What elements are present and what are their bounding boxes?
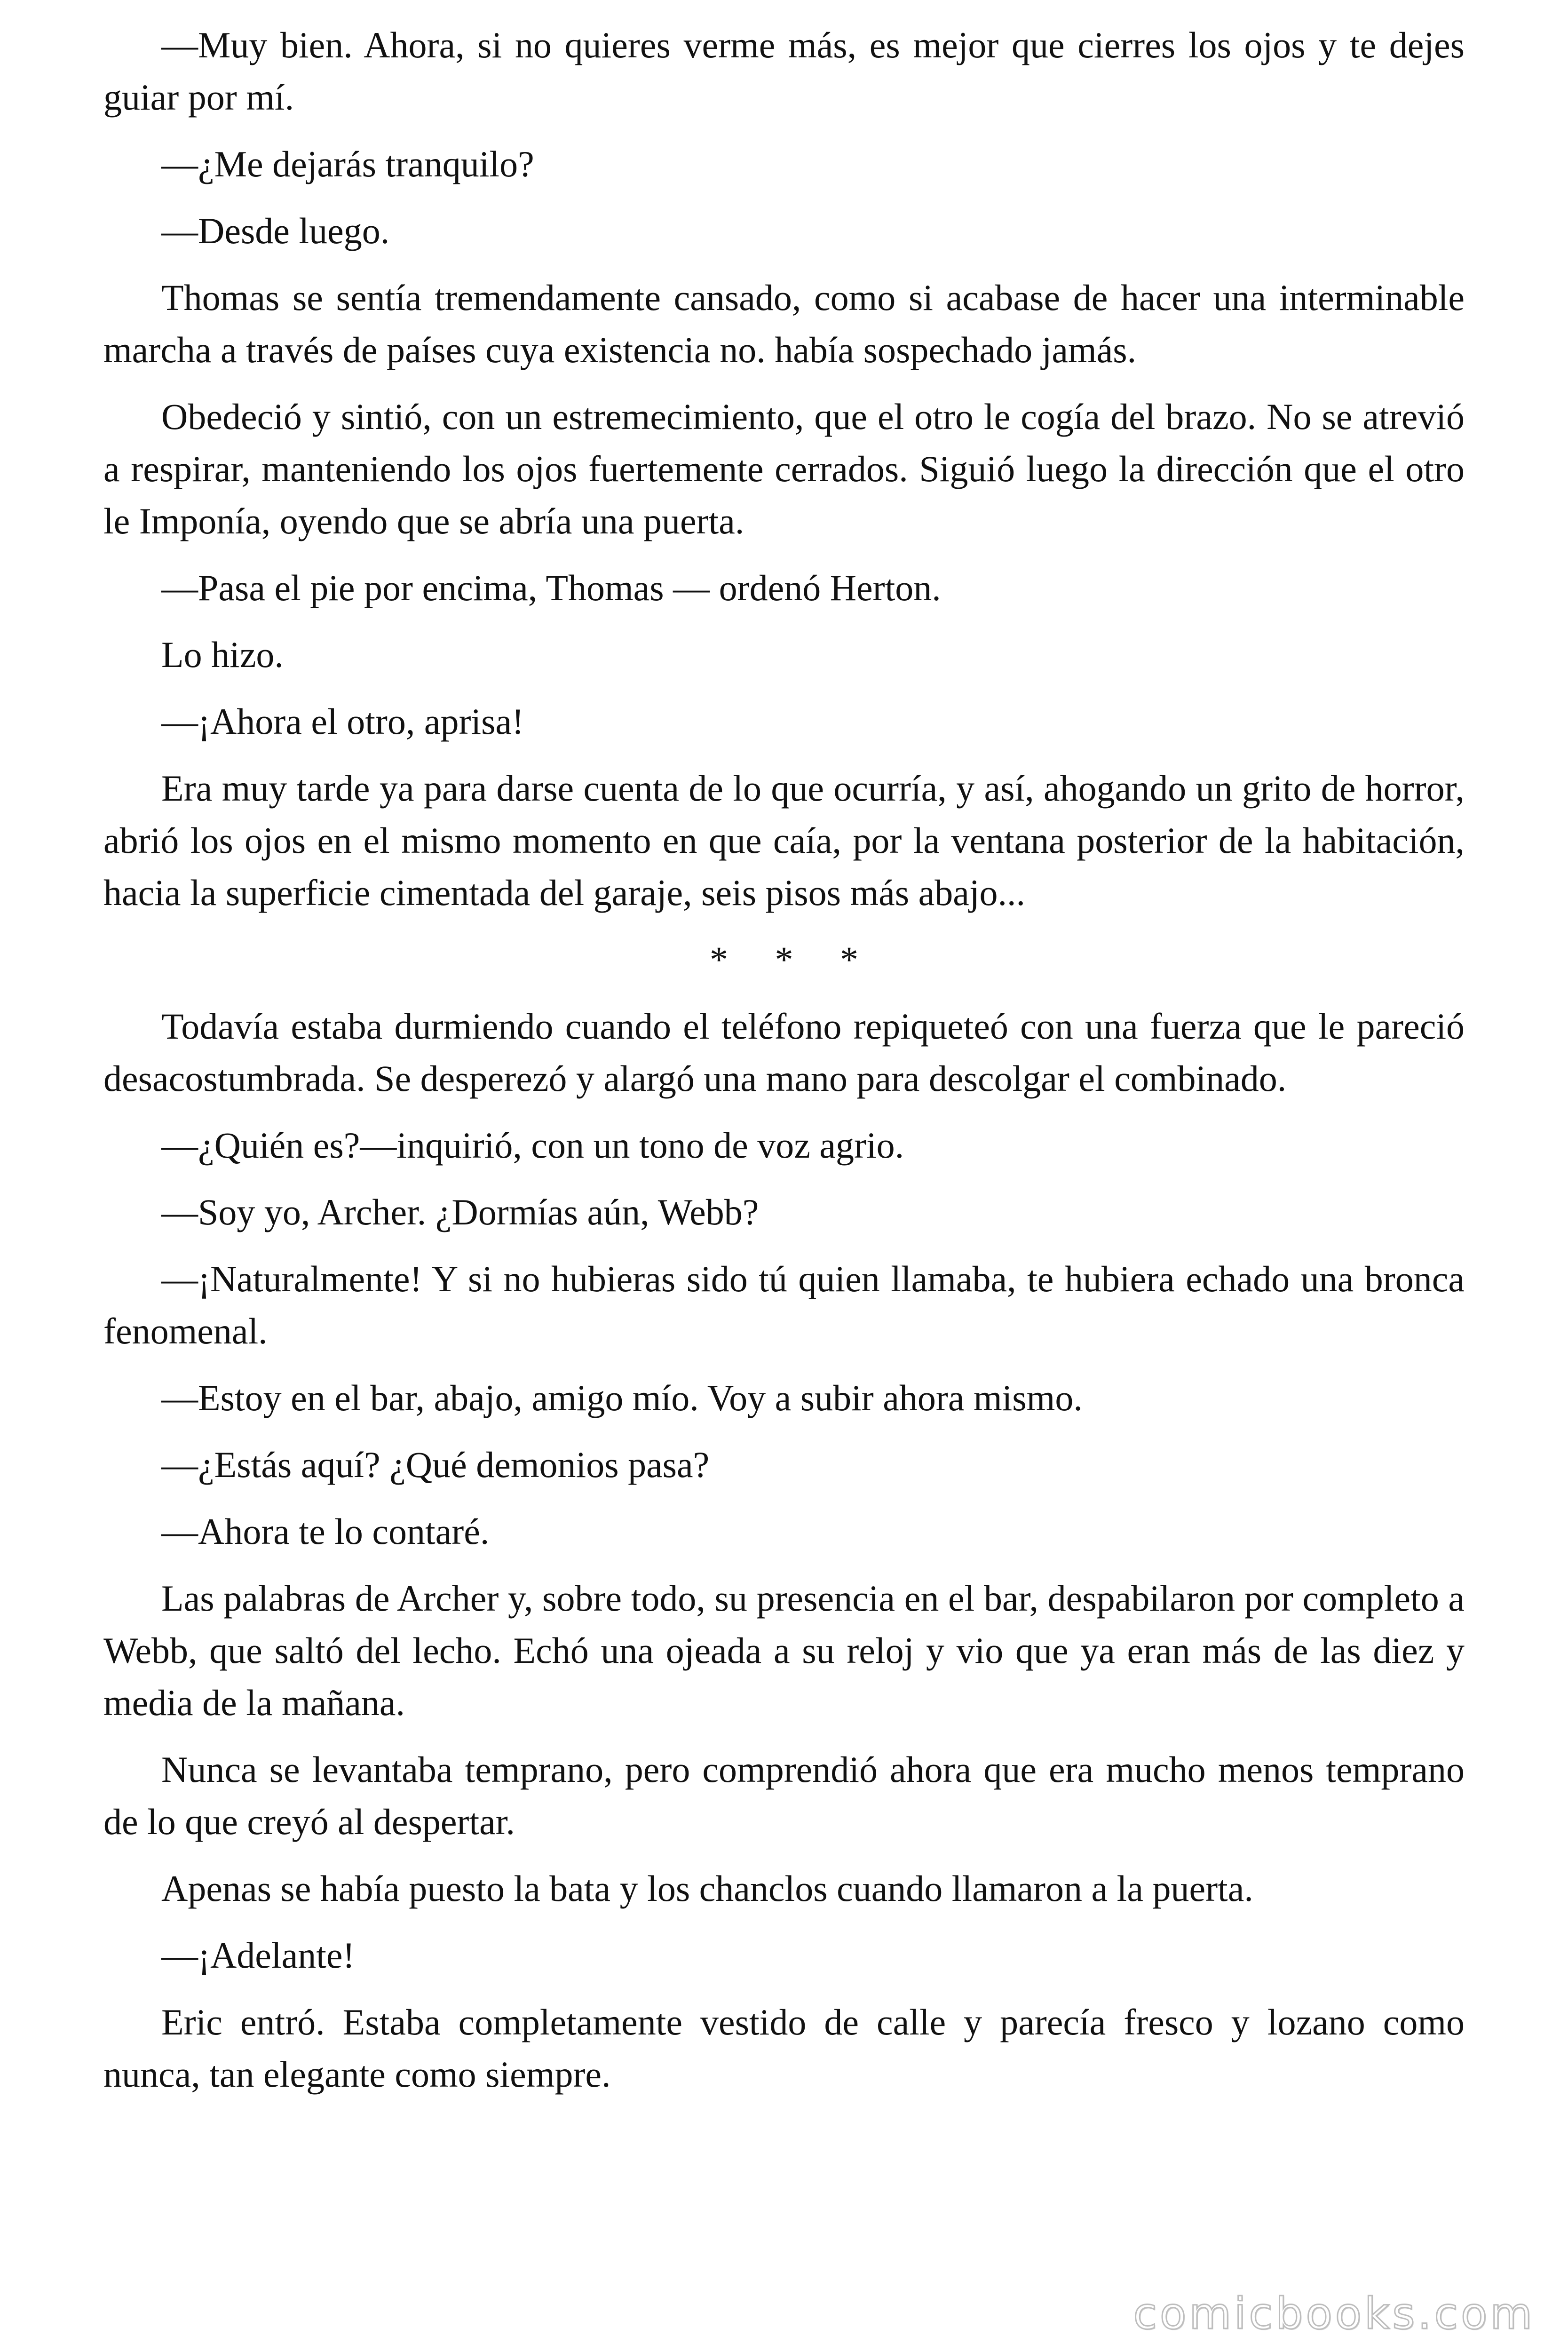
scene-break: * * *: [710, 939, 858, 980]
paragraph: —Estoy en el bar, abajo, amigo mío. Voy a subir ahora mismo.: [161, 1377, 1083, 1418]
paragraph: —¡Ahora el otro, aprisa!: [161, 701, 524, 742]
paragraph: —¿Quién es?—inquirió, con un tono de voz agrio.: [161, 1125, 904, 1166]
paragraph: —¡Adelante!: [161, 1935, 355, 1976]
paragraph: Eric entró. Estaba completamente vestido de calle y parecía fresco y lozano como nunca, tan elegante como siempre.: [103, 2002, 1465, 2095]
paragraph: —Ahora te lo contaré.: [161, 1511, 490, 1552]
paragraph: Apenas se había puesto la bata y los chanclos cuando llamaron a la puerta.: [161, 1868, 1253, 1909]
paragraph: Era muy tarde ya para darse cuenta de lo que ocurría, y así, ahogando un grito de horror, abrió los ojos en el mismo momento en que caía, por la ventana posterior de la habitación, hacia la superficie cimentada del garaje, seis pisos más abajo...: [103, 768, 1465, 913]
paragraph: Las palabras de Archer y, sobre todo, su presencia en el bar, despabilaron por completo a Webb, que saltó del lecho. Echó una ojeada a su reloj y vio que ya eran más de las diez y media de la mañana.: [103, 1578, 1465, 1723]
paragraph: —Muy bien. Ahora, si no quieres verme más, es mejor que cierres los ojos y te dejes guiar por mí.: [103, 24, 1465, 118]
paragraph: Obedeció y sintió, con un estremecimiento, que el otro le cogía del brazo. No se atrevió a respirar, manteniendo los ojos fuertemente cerrados. Siguió luego la dirección que el otro le Imponía, oyendo que se abría una puerta.: [103, 396, 1465, 541]
paragraph: —¿Estás aquí? ¿Qué demonios pasa?: [161, 1444, 710, 1485]
paragraph: —Soy yo, Archer. ¿Dormías aún, Webb?: [161, 1192, 759, 1232]
paragraph: —Pasa el pie por encima, Thomas — ordenó Herton.: [161, 567, 941, 608]
paragraph: Nunca se levantaba temprano, pero comprendió ahora que era mucho menos temprano de lo que creyó al despertar.: [103, 1749, 1465, 1842]
paragraph: Lo hizo.: [161, 634, 284, 675]
paragraph: —Desde luego.: [161, 210, 390, 251]
book-page-text: [103, 19, 1465, 2115]
paragraph: —¿Me dejarás tranquilo?: [161, 143, 534, 184]
paragraph: Thomas se sentía tremendamente cansado, como si acabase de hacer una interminable marcha a través de países cuya existencia no. había sospechado jamás.: [103, 277, 1465, 370]
watermark-logo: comicbooks.com: [1133, 2288, 1535, 2339]
paragraph: Todavía estaba durmiendo cuando el teléfono repiqueteó con una fuerza que le pareció desacostumbrada. Se desperezó y alargó una mano para descolgar el combinado.: [103, 1006, 1465, 1099]
paragraph: —¡Naturalmente! Y si no hubieras sido tú quien llamaba, te hubiera echado una bronca fenomenal.: [103, 1258, 1465, 1351]
